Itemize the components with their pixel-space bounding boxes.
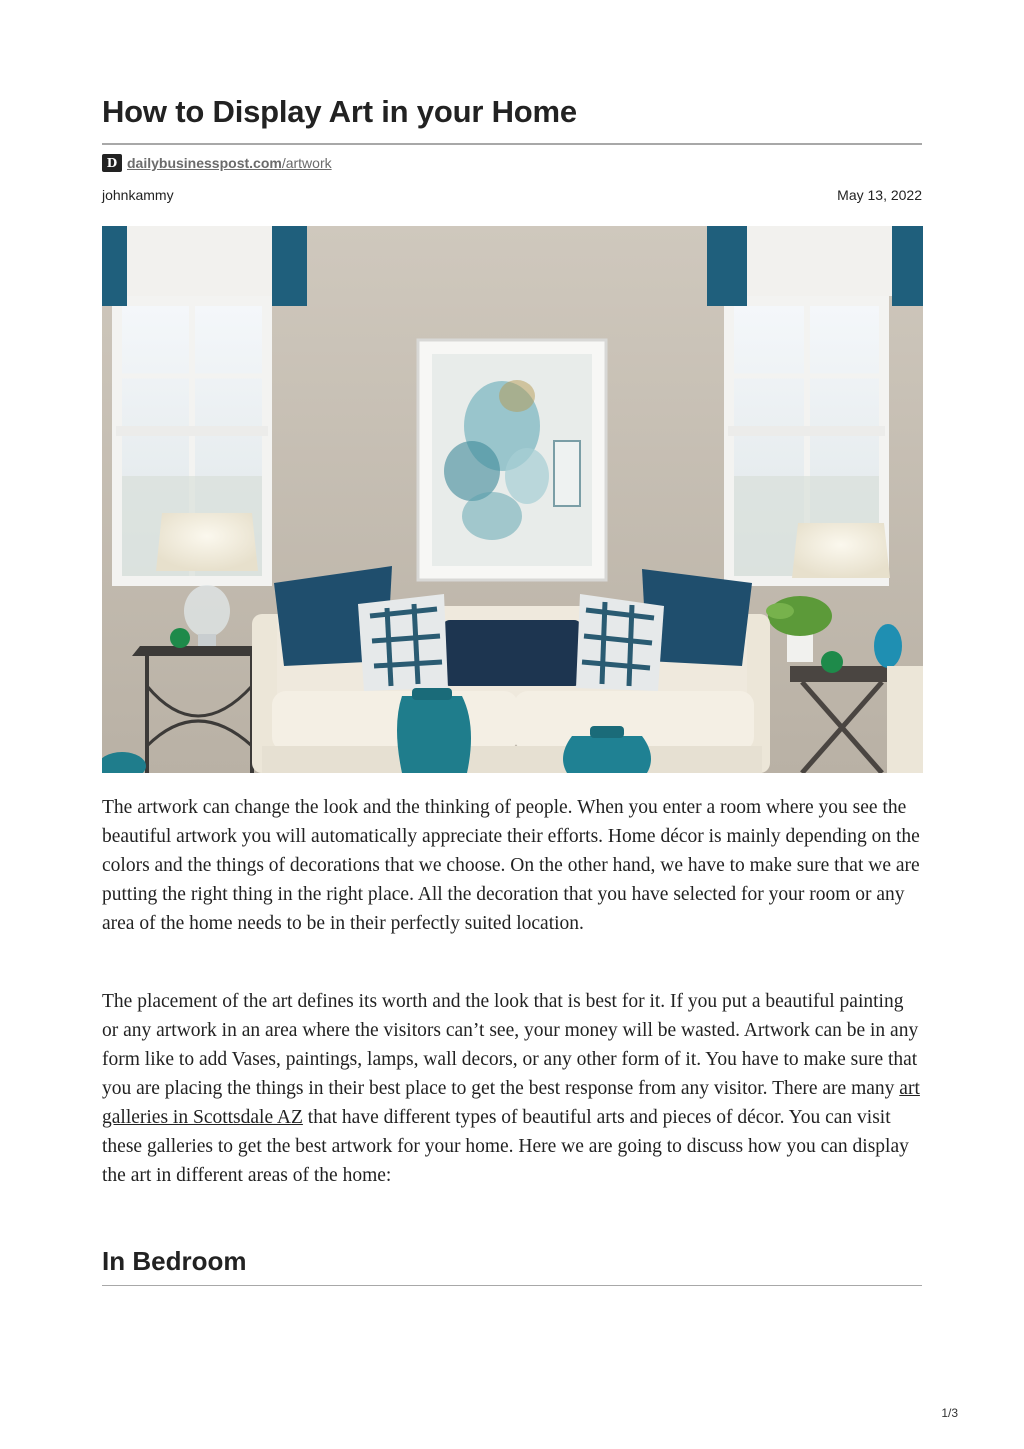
source-link[interactable] [127,155,332,171]
paragraph-intro: The artwork can change the look and the thinking of people. When you enter a room where you see the beautiful artwork you will automatically appreciate their efforts. Home décor is mainly depending on the colors and the things of decorations that we choose. On the other hand, we have to make sure that we are putting the right thing in the right place. All the decoration that you have selected for your room or any area of the home needs to be in their perfectly suited location. [102,797,920,934]
article-title: How to Display Art in your Home [102,94,577,129]
paragraph-placement [102,987,924,1190]
art-galleries-link[interactable]: art galleries in Scottsdale AZ [102,1078,920,1128]
site-favicon-icon: D [102,154,122,172]
title-divider [102,143,922,145]
source-path: /artwork [281,155,332,171]
paragraph-placement-text-2: that have different types of beautiful arts and pieces of décor. You can visit these galleries to get the best artwork for your home. Here we are going to discuss how you can display the art in different areas of the home: [102,1107,909,1186]
section-divider [102,1285,922,1286]
publish-date: May 13, 2022 [837,187,922,203]
hero-image-living-room [102,226,923,773]
source-line [102,153,332,173]
source-domain: dailybusinesspost.com [127,155,282,171]
author-name: johnkammy [102,187,174,203]
section-heading-bedroom: In Bedroom [102,1246,247,1276]
page-number: 1/3 [941,1406,958,1420]
paragraph-placement-text-1: The placement of the art defines its worth and the look that is best for it. If you put a beautiful painting or any artwork in an area where the visitors can’t see, your money will be wasted. Artwork can be in any form like to add Vases, paintings, lamps, wall decors, or any other form of it. You have to make sure that you are placing the things in their best place to get the best response from any visitor. There are many [102,991,919,1099]
